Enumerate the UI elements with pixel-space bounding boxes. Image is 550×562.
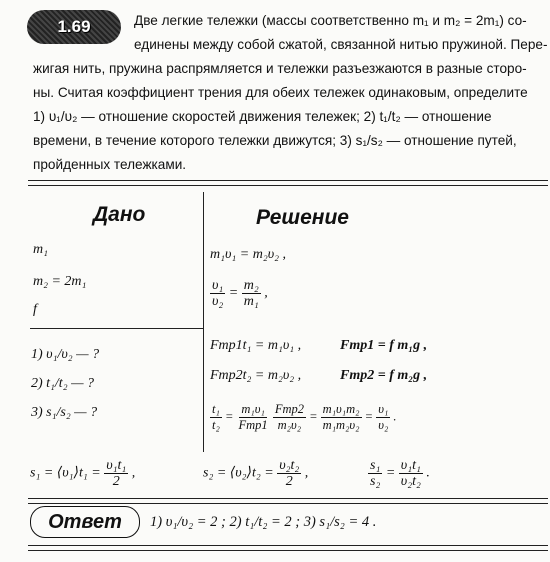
given-item: m₁ [33,242,48,257]
problem-number-badge [27,10,121,44]
answer-divider-bottom [28,545,548,551]
section-divider [28,180,548,186]
problem-line-5: 1) υ₁/υ₂ — отношение скоростей движения тележек; 2) t₁/t₂ — отношение [33,109,492,124]
problem-line-7: пройденных тележками. [33,157,187,172]
momentum-equation: m₁υ₁ = m₂υ₂ , [210,247,286,262]
time-ratio-equation: $\frac{\text{t₁}}{\text{t₂}}$ = $\frac{\text{m₁υ₁}}{\text{Fтр1}}$ $\frac{\text{Fтр2}}{\text{m₂υ₂}}$ = $\frac{\text{m₁υ₁m₂}}{\text{m₁m₂υ₂}}$ = $\frac{\text{υ₁}}{\text{υ₂}}$ . [212,402,397,432]
distance-equation-1: s₁ = ⟨υ₁⟩t₁ = $\frac{\text{υ₁t₁}}{2}$ , [30,458,136,489]
given-item: m₂ = 2m₁ [33,274,87,289]
problem-line-1: Две легкие тележки (массы соответственно m₁ и m₂ = 2m₁) со- [134,13,527,28]
answer-divider-top [28,498,548,504]
given-separator [30,328,203,329]
distance-equation-2: s₂ = ⟨υ₂⟩t₂ = $\frac{\text{υ₂t₂}}{2}$ , [203,458,309,489]
given-heading: Дано [93,203,146,226]
problem-number: 1.69 [57,17,91,36]
column-divider [203,192,204,452]
given-item: f [33,302,37,317]
friction-equation-2: Fтр2 = f m₂g , [340,368,428,383]
answer-text: 1) υ₁/υ₂ = 2 ; 2) t₁/t₂ = 2 ; 3) s₁/s₂ = 4 . [150,514,377,530]
unknown-item: 2) t₁/t₂ — ? [31,376,95,391]
problem-line-4: ны. Считая коэффициент трения для обеих тележек одинаковым, определите [33,85,528,100]
distance-ratio-equation: $\frac{\text{s₁}}{\text{s₂}}$ = $\frac{\text{υ₁t₁}}{\text{υ₂t₂}}$ . [370,458,430,489]
problem-line-2: единены между собой сжатой, связанной нитью пружиной. Пере- [134,37,548,52]
impulse-equation-1: Fтр1t₁ = m₁υ₁ , [210,338,302,353]
answer-label-box [30,506,140,538]
unknown-item: 1) υ₁/υ₂ — ? [31,347,100,362]
problem-line-3: жигая нить, пружина распрямляется и тележки разъезжаются в разные сторо- [33,61,527,76]
unknown-item: 3) s₁/s₂ — ? [31,405,98,420]
velocity-ratio-equation: $\frac{\text{υ₁}}{\text{υ₂}}$ = $\frac{\text{m₂}}{\text{m₁}}$ , [212,278,268,309]
friction-equation-1: Fтр1 = f m₁g , [340,338,428,353]
solution-heading: Решение [256,206,349,229]
impulse-equation-2: Fтр2t₂ = m₂υ₂ , [210,368,302,383]
problem-line-6: времени, в течение которого тележки движутся; 3) s₁/s₂ — отношение путей, [33,133,517,148]
answer-label: Ответ [48,510,122,533]
